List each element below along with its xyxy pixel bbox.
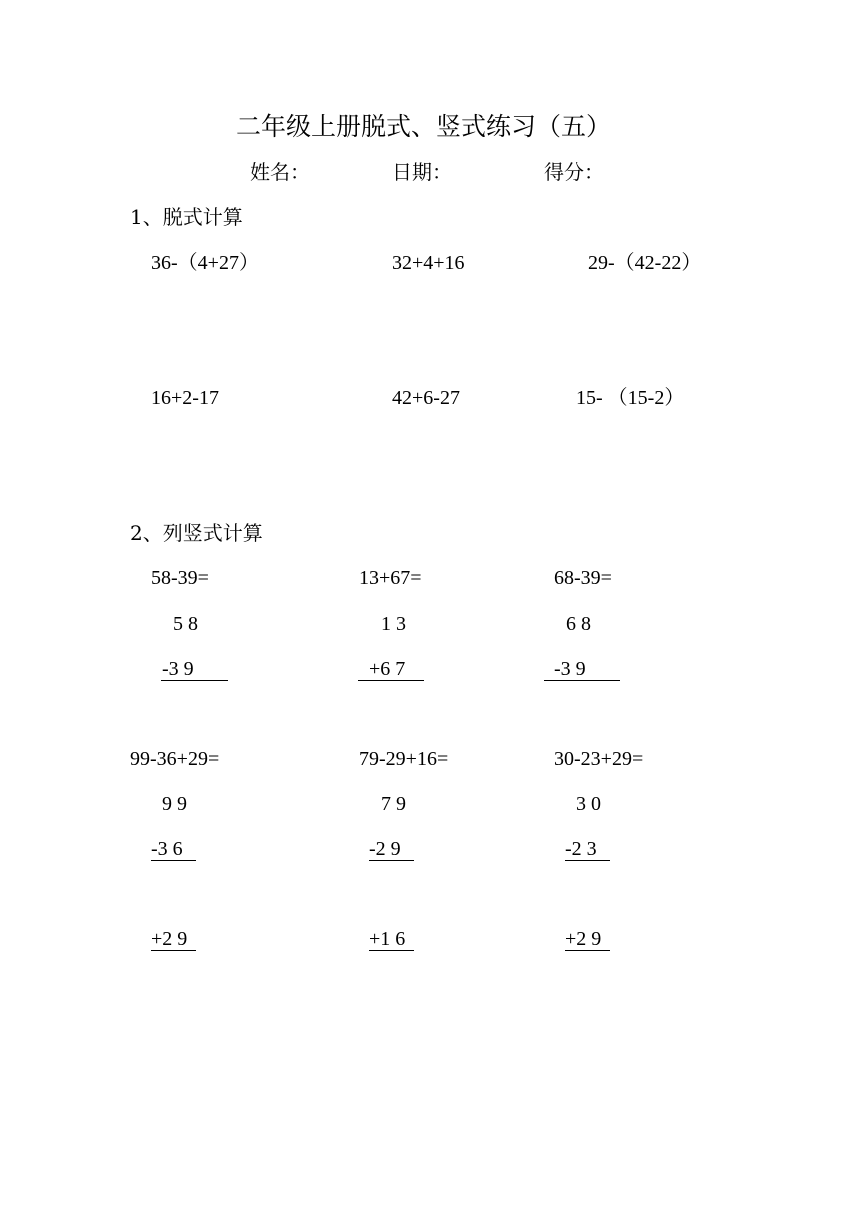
vertical-problem-top-number: 5 8 (173, 613, 198, 635)
vertical-problem-expression: 58-39= (151, 567, 209, 589)
expression-problem: 16+2-17 (151, 387, 219, 409)
vertical-problem-expression: 79-29+16= (359, 748, 449, 770)
page-title: 二年级上册脱式、竖式练习（五） (236, 112, 612, 141)
vertical-problem-operand: -3 9 (162, 658, 194, 680)
vertical-problem-expression: 30-23+29= (554, 748, 644, 770)
vertical-problem-operand: +6 7 (369, 658, 406, 680)
vertical-problem-top-number: 9 9 (162, 793, 187, 815)
vertical-problem-operand: -3 9 (554, 658, 586, 680)
section-2-heading: 2、列竖式计算 (130, 521, 263, 545)
vertical-problem-expression: 68-39= (554, 567, 612, 589)
answer-line (151, 950, 196, 951)
score-label: 得分： (544, 160, 604, 184)
answer-line (161, 680, 228, 681)
vertical-problem-operand: -2 3 (565, 838, 597, 860)
vertical-problem-operand: +2 9 (151, 928, 188, 950)
vertical-problem-operand: -2 9 (369, 838, 401, 860)
name-label: 姓名： (250, 160, 310, 184)
vertical-problem-top-number: 3 0 (576, 793, 601, 815)
section-1-heading: 1、脱式计算 (130, 205, 243, 229)
vertical-problem-operand: +2 9 (565, 928, 602, 950)
vertical-problem-top-number: 6 8 (566, 613, 591, 635)
answer-line (544, 680, 620, 681)
vertical-problem-operand: -3 6 (151, 838, 183, 860)
answer-line (369, 860, 414, 861)
expression-problem: 15- （15-2） (576, 387, 685, 409)
vertical-problem-top-number: 1 3 (381, 613, 406, 635)
vertical-problem-top-number: 7 9 (381, 793, 406, 815)
expression-problem: 29-（42-22） (588, 252, 702, 274)
vertical-problem-expression: 13+67= (359, 567, 422, 589)
answer-line (358, 680, 424, 681)
expression-problem: 36-（4+27） (151, 252, 259, 274)
answer-line (151, 860, 196, 861)
date-label: 日期： (392, 160, 452, 184)
vertical-problem-expression: 99-36+29= (130, 748, 220, 770)
answer-line (565, 950, 610, 951)
expression-problem: 42+6-27 (392, 387, 460, 409)
answer-line (565, 860, 610, 861)
vertical-problem-operand: +1 6 (369, 928, 406, 950)
expression-problem: 32+4+16 (392, 252, 465, 274)
answer-line (369, 950, 414, 951)
